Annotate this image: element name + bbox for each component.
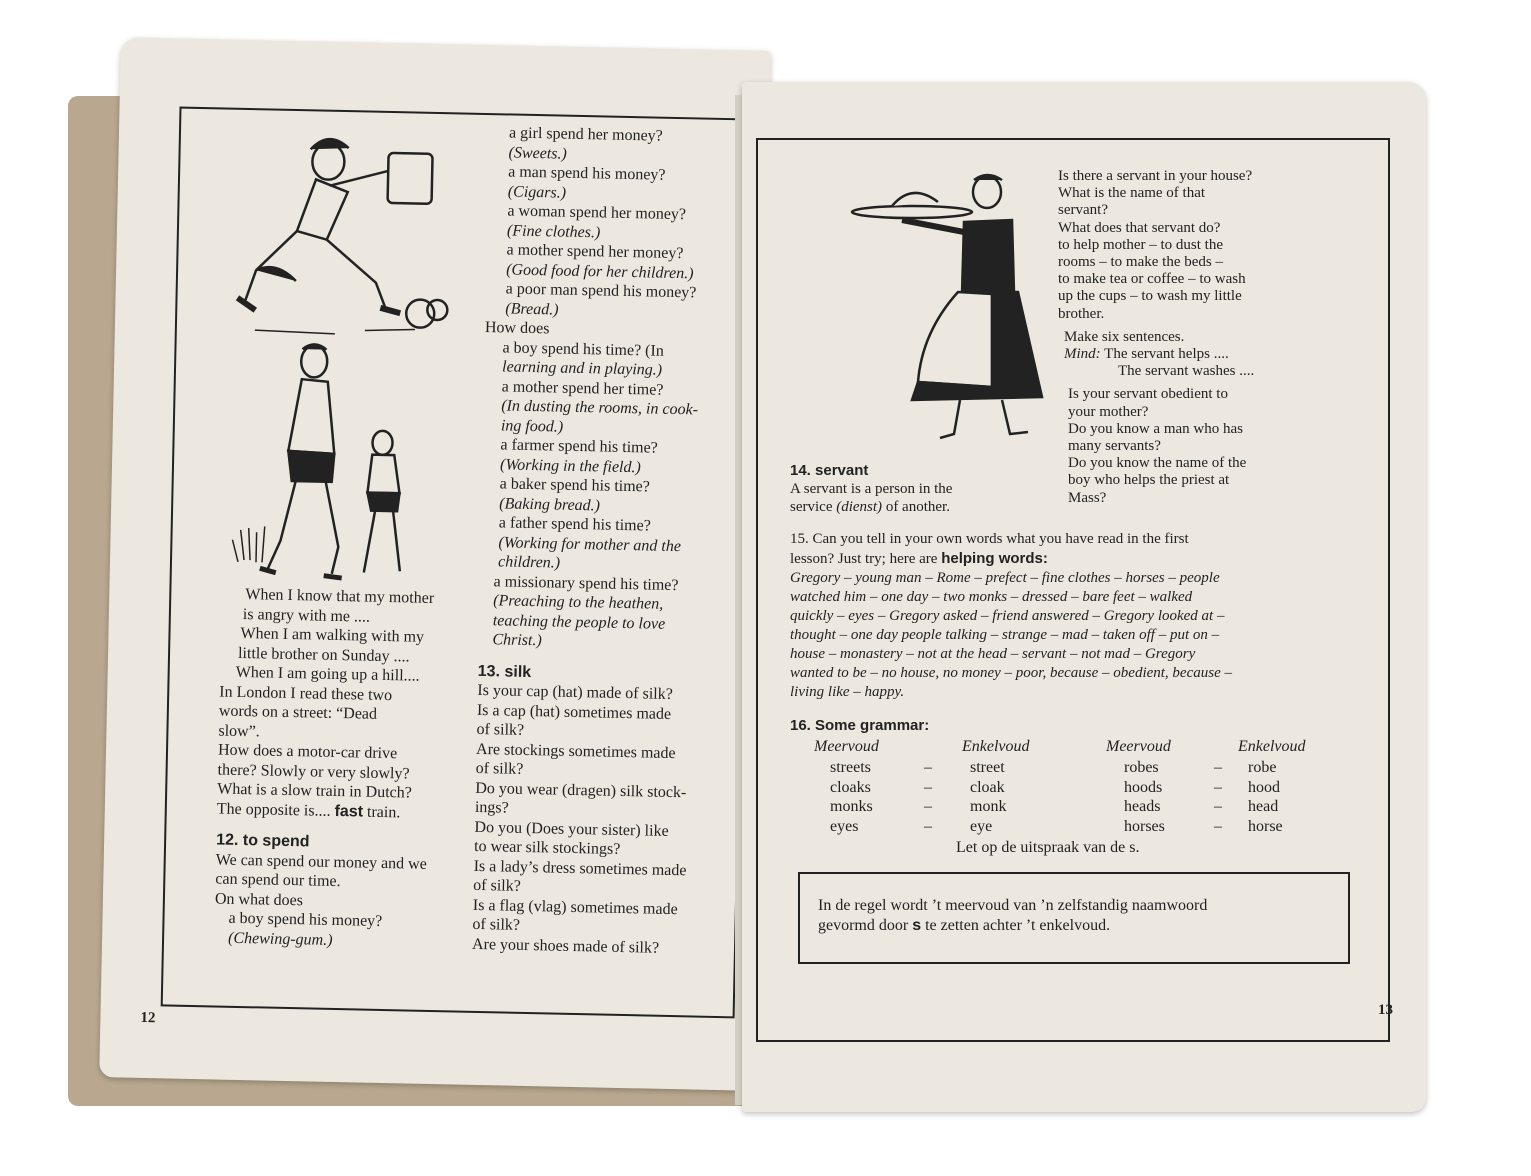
helping-words-line: quickly – eyes – Gregory asked – friend answered – Gregory looked at – [790,608,1225,624]
servant-illustration [842,172,1072,462]
spend-answer: (Bread.) [505,299,559,319]
left-line: When I am going up a hill.... [235,663,420,685]
grammar-word: street [970,759,1005,776]
pronunciation-note: Let op de uitspraak van de s. [956,839,1140,856]
grammar-header: Enkelvoud [1238,738,1306,755]
question-line: many servants? [1068,438,1161,455]
section-13-line: of silk? [472,915,521,934]
page-number-right: 13 [1378,1002,1393,1018]
grammar-right-plural [1124,758,1165,836]
left-line: words on a street: “Dead [218,702,378,723]
helping-words-line: thought – one day people talking – strange – mad – taken off – put on – [790,627,1220,643]
section-15-helping-words: helping words: [941,550,1048,567]
grammar-left-plural [830,758,873,836]
mind-line [1058,346,1254,363]
question-line: to help mother – to dust the [1058,236,1223,253]
section-14 [790,462,952,516]
section-14-dienst: (dienst) [836,499,883,515]
mind-label: Mind: [1064,346,1101,363]
spend-answer: (Working in the field.) [499,455,641,476]
spend-line: a mother spend her money? [506,241,684,263]
spend-line: a girl spend her money? [508,124,663,145]
grammar-dash: – [1214,798,1222,815]
question-line: Do you know a man who has [1068,420,1243,437]
helping-words-line: house – monastery – not at the head – servant – not mad – Gregory [790,646,1196,662]
spend-answer: Christ.) [492,631,542,650]
grammar-left-singular [970,758,1006,836]
spend-answer: (Cigars.) [507,182,567,202]
left-line: In London I read these two [219,683,393,704]
question-line: rooms – to make the beds – [1058,254,1223,271]
section-13-line: Are your shoes made of silk? [471,935,660,957]
section-14-another: of another. [885,499,950,515]
spend-answer: (Fine clothes.) [506,221,601,241]
spend-line: a mother spend her time? [501,377,664,399]
section-12-answer: (Chewing-gum.) [227,929,333,949]
grammar-word: robe [1248,759,1277,776]
section-15-lesson: lesson? Just try; here are [790,551,938,567]
helping-words-line: watched him – one day – two monks – dressed – bare feet – walked [790,589,1193,605]
section-12-heading: 12. to spend [215,831,310,851]
section-13-line: Is a flag (vlag) sometimes made [472,896,678,918]
section-13-line: of silk? [475,759,524,778]
section-15-line: 15. Can you tell in your own words what you have read in the first [790,531,1189,547]
grammar-word: monk [970,798,1007,815]
spend-line: a baker spend his time? [499,475,651,496]
make-six-line: Make six sentences. [1064,328,1185,345]
section-12-line: We can spend our money and we [215,850,427,873]
opposite-bold: fast [334,802,364,821]
spend-line: How does [484,318,550,338]
grammar-word: eyes [830,817,859,835]
question-line: brother. [1058,305,1105,322]
right-page [742,82,1426,1112]
section-13-line: Are stockings sometimes made [475,740,676,762]
spend-answer: (In dusting the rooms, in cook- [501,397,699,419]
spend-line: a boy spend his time? (In [502,338,664,360]
spend-answer: teaching the people to love [492,611,666,633]
grammar-dashes-left [924,758,932,836]
left-line: What is a slow train in Dutch? [217,780,413,802]
section-13-line: Is a lady’s dress sometimes made [473,857,687,879]
grammar-dashes-right [1214,758,1222,836]
question-line: Do you know the name of the [1068,455,1247,472]
left-line: How does a motor-car drive [217,741,398,763]
section-13-line: Is your cap (hat) made of silk? [477,681,673,704]
question-line: your mother? [1068,403,1149,420]
grammar-word: robes [1124,759,1159,776]
helping-words-line: Gregory – young man – Rome – prefect – fine clothes – horses – people [790,570,1220,586]
question-line: Mass? [1068,489,1107,506]
question-line: Is your servant obedient to [1068,386,1228,403]
spend-answer: (Working for mother and the [498,533,682,555]
grammar-rule-line: In de regel wordt ’t meervoud van ’n zelfstandig naamwoord [818,897,1208,914]
section-15-line [790,549,1232,569]
grammar-table [814,738,1334,848]
left-line: When I am walking with my [240,624,425,646]
spend-answer: (Good food for her children.) [506,260,694,282]
left-line: there? Slowly or very slowly? [217,760,410,783]
section-12-line: can spend our time. [215,870,341,891]
grammar-dash: – [924,778,932,796]
section-13-line: ings? [474,798,509,817]
section-15 [790,530,1232,702]
servant-questions [1058,168,1254,507]
spend-line: a man spend his money? [508,163,666,184]
section-13-line: of silk? [473,876,521,895]
rule-add-after: te zetten achter ’t enkelvoud. [925,917,1111,934]
grammar-dash: – [1214,778,1222,796]
left-line: is angry with me .... [242,605,371,626]
question-line: up the cups – to wash my little [1058,288,1242,305]
grammar-dash: – [924,759,932,776]
grammar-word: streets [830,759,871,776]
grammar-dash: – [1214,817,1222,835]
question-line: boy who helps the priest at [1068,472,1230,489]
section-13-line: of silk? [476,720,525,739]
question-line: Is there a servant in your house? [1058,168,1253,184]
spend-answer: (Preaching to the heathen, [493,592,664,613]
section-13-line: Do you wear (dragen) silk stock- [475,779,687,801]
section-14-line: A servant is a person in the [790,481,953,497]
rule-formed-by: gevormd door [818,917,909,934]
left-line: little brother on Sunday .... [237,644,410,665]
section-13-line: to wear silk stockings? [473,837,621,858]
section-14-service: service [790,499,833,515]
grammar-rule-text [818,896,1207,936]
running-man-illustration [214,119,469,354]
grammar-word: eye [970,817,993,835]
grammar-dash: – [924,817,932,835]
section-14-line [790,498,952,516]
section-13-line: Is a cap (hat) sometimes made [476,701,672,723]
rule-letter-s: s [912,917,922,934]
opposite-prefix: The opposite is.... [216,799,331,820]
left-page [99,37,771,1090]
section-16-heading: 16. Some grammar: [790,717,930,734]
grammar-header: Meervoud [814,738,879,755]
grammar-word: heads [1124,798,1161,815]
mind-sentence-2: The servant washes .... [1118,363,1255,380]
section-13-line: Do you (Does your sister) like [474,818,669,840]
helping-words-line: living like – happy. [790,684,905,700]
left-column-text [214,585,434,952]
spend-answer: (Baking bread.) [499,494,601,514]
spend-line: a poor man spend his money? [505,280,697,302]
section-13-heading: 13. silk [477,662,532,681]
left-line: slow”. [218,722,260,740]
grammar-word: head [1248,798,1279,815]
spend-answer: learning and in playing.) [501,358,663,379]
spend-line: a farmer spend his time? [500,436,658,457]
spend-answer: children.) [497,553,561,572]
spend-line: a father spend his time? [498,514,651,535]
mind-sentence-1: The servant helps .... [1104,346,1229,363]
grammar-right-singular [1248,758,1283,836]
section-12-line: On what does [214,889,304,909]
question-line: What does that servant do? [1058,219,1221,236]
question-line: to make tea or coffee – to wash [1058,271,1246,288]
right-column-text [472,123,704,958]
grammar-rule-box [798,872,1350,964]
section-14-heading: 14. servant [790,462,869,479]
grammar-header: Meervoud [1106,738,1171,755]
grammar-dash: – [1214,759,1222,776]
helping-words-line: wanted to be – no house, no money – poor, because – obedient, because – [790,665,1232,681]
grammar-word: hood [1248,778,1280,796]
question-line: What is the name of that [1058,185,1206,202]
opposite-line [217,799,430,823]
grammar-header: Enkelvoud [962,738,1030,755]
spend-answer: (Sweets.) [508,143,568,163]
grammar-word: horses [1124,817,1165,835]
grammar-rule-line [818,916,1207,936]
page-number-left: 12 [140,1009,156,1027]
opposite-suffix: train. [366,803,401,821]
spend-line: a woman spend her money? [507,202,687,224]
section-12-line: a boy spend his money? [228,909,383,930]
left-line: When I know that my mother [245,586,435,607]
grammar-word: horse [1248,817,1283,835]
grammar-word: cloak [970,778,1005,796]
spend-answer: ing food.) [500,416,564,436]
spend-line: a missionary spend his time? [493,572,679,594]
grammar-word: monks [830,798,873,815]
grammar-word: hoods [1124,778,1163,796]
walking-father-son-illustration [219,340,444,595]
grammar-word: cloaks [830,778,871,796]
grammar-dash: – [924,798,932,815]
question-line: servant? [1058,202,1108,219]
